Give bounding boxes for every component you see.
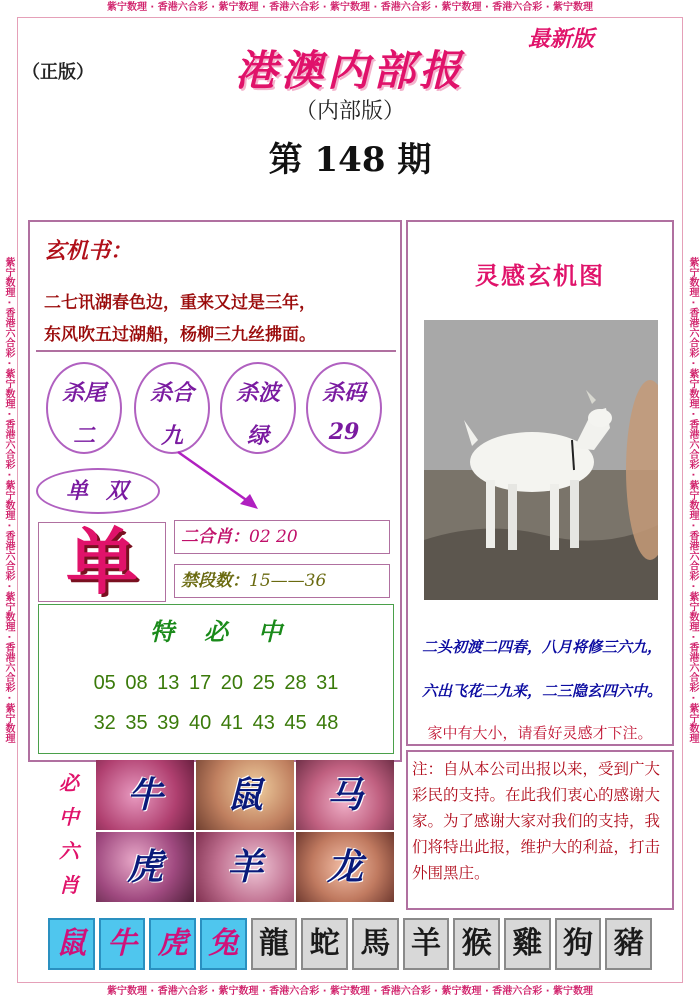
banned-range-box xyxy=(174,564,390,598)
notice-text: 家中有大小，请看好灵感才下注。 xyxy=(427,724,653,742)
poem-line-1: 二头初渡二四春，八月将修三六九， xyxy=(421,638,662,656)
issue-number: 第 148 期 xyxy=(268,140,432,180)
two-zodiac-value: 02 20 xyxy=(249,527,298,547)
special-numbers-row-2: 32 35 39 40 41 43 45 48 xyxy=(93,712,339,734)
pick-value: 九 xyxy=(160,423,183,449)
zodiac-cell: 羊 xyxy=(196,832,294,902)
border-bottom-strip: 紫宁数理 · 香港六合彩 · 紫宁数理 · 香港六合彩 · 紫宁数理 · 香港六合彩 · 紫宁数理 · 香港六合彩 · 紫宁数理 xyxy=(106,986,594,997)
zodiac-cell: 牛 xyxy=(96,760,194,830)
pick-value: 绿 xyxy=(246,423,269,449)
zodiac-tile-monkey: 猴 xyxy=(453,918,500,970)
edition-badge-left: （正版） xyxy=(22,62,94,83)
zodiac-cell: 虎 xyxy=(96,832,194,902)
goat-illustration xyxy=(424,320,658,600)
goat-photo xyxy=(424,320,658,600)
zodiac-tile-dog: 狗 xyxy=(555,918,602,970)
special-numbers-title: 特必中 xyxy=(150,617,312,646)
arrow-icon xyxy=(170,446,270,516)
pick-label: 杀合 xyxy=(149,380,194,406)
side-char: 必 xyxy=(59,771,79,795)
big-pick-box xyxy=(38,519,166,604)
pick-label: 杀尾 xyxy=(61,380,106,406)
verse-line-1: 二七讯湖春色边，重来又过是三年， xyxy=(44,293,316,313)
six-zodiac-grid xyxy=(96,760,394,902)
edition-badge-right: 最新版 xyxy=(528,26,595,52)
zodiac-tile-rabbit: 兔 xyxy=(200,918,247,970)
pick-sum xyxy=(134,362,210,454)
banned-range-value: 15——36 xyxy=(249,571,327,591)
zodiac-tile-horse: 馬 xyxy=(352,918,399,970)
page-title: 港澳内部报 xyxy=(234,46,465,95)
banned-range-label: 禁段数： xyxy=(181,571,249,591)
pick-tail xyxy=(46,362,122,454)
side-char: 肖 xyxy=(59,873,79,897)
zodiac-tile-rat: 鼠 xyxy=(48,918,95,970)
page-subtitle: （内部版） xyxy=(294,99,405,124)
big-pick-char: 单 xyxy=(65,519,138,604)
zodiac-tile-ox: 牛 xyxy=(99,918,146,970)
side-char: 六 xyxy=(59,839,79,863)
poem-line-2: 六出飞花二九来，二三隐玄四六中。 xyxy=(421,682,662,700)
two-zodiac-box xyxy=(174,520,390,554)
zodiac-tile-pig: 豬 xyxy=(605,918,652,970)
pick-label: 杀波 xyxy=(235,380,280,406)
pick-value: 二 xyxy=(72,423,95,449)
six-zodiac-side-label xyxy=(48,766,90,902)
side-char: 中 xyxy=(59,805,79,829)
verse-line-2: 东风吹五过湖船，杨柳三九丝拂面。 xyxy=(44,325,316,345)
zodiac-tile-tiger: 虎 xyxy=(149,918,196,970)
zodiac-cell: 龙 xyxy=(296,832,394,902)
zodiac-cell: 鼠 xyxy=(196,760,294,830)
verse-title: 玄机书： xyxy=(44,238,133,264)
special-numbers-row-1: 05 08 13 17 20 25 28 31 xyxy=(93,672,339,694)
odd-even-badge: 单双 xyxy=(36,468,160,514)
note-text: 注：自从本公司出报以来，受到广大彩民的支持。在此我们衷心的感谢大家。为了感谢大家对我们的支持，我们将特出此报，维护大的利益，打击外围黑庄。 xyxy=(412,760,661,882)
pick-label: 杀码 xyxy=(321,380,366,406)
zodiac-tile-snake: 蛇 xyxy=(301,918,348,970)
two-zodiac-label: 二合肖： xyxy=(181,527,249,547)
zodiac-tile-dragon: 龍 xyxy=(251,918,298,970)
pick-code xyxy=(306,362,382,454)
zodiac-tile-goat: 羊 xyxy=(403,918,450,970)
zodiac-cell: 马 xyxy=(296,760,394,830)
border-right-strip: 紫宁数理 · 香港六合彩 · 紫宁数理 · 香港六合彩 · 紫宁数理 · 香港六合彩 · 紫宁数理 · 香港六合彩 · 紫宁数理 xyxy=(687,256,698,744)
pick-wave xyxy=(220,362,296,454)
zodiac-tile-rooster: 雞 xyxy=(504,918,551,970)
pick-value: 29 xyxy=(328,419,360,445)
zodiac-strip xyxy=(48,918,652,970)
border-top-strip: 紫宁数理 · 香港六合彩 · 紫宁数理 · 香港六合彩 · 紫宁数理 · 香港六合彩 · 紫宁数理 · 香港六合彩 · 紫宁数理 xyxy=(106,2,594,13)
border-left-strip: 紫宁数理 · 香港六合彩 · 紫宁数理 · 香港六合彩 · 紫宁数理 · 香港六合彩 · 紫宁数理 · 香港六合彩 · 紫宁数理 xyxy=(3,256,14,744)
inspiration-title: 灵感玄机图 xyxy=(475,261,605,290)
